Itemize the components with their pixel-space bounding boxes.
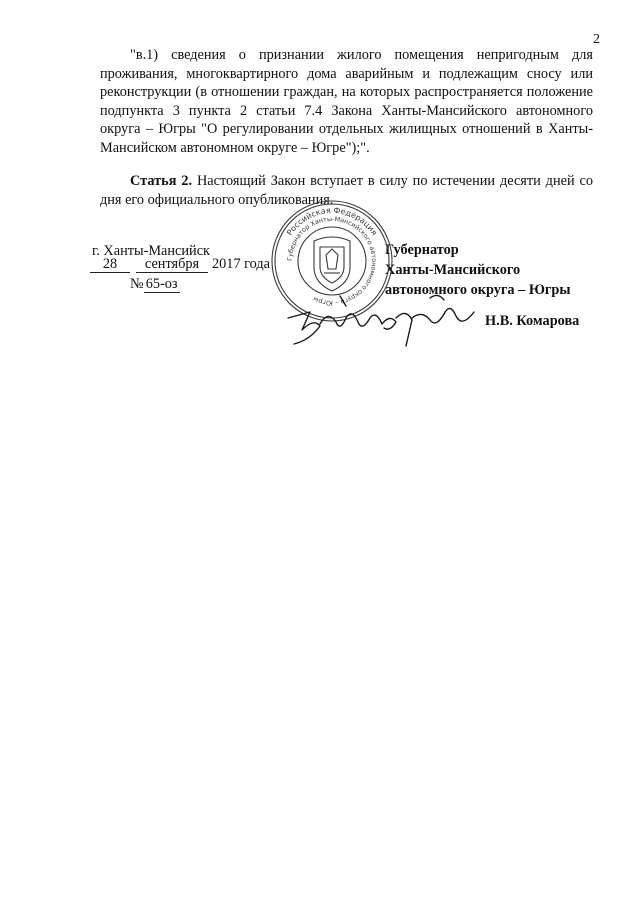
page-number: 2: [593, 32, 600, 47]
article-label: Статья 2.: [130, 173, 193, 189]
number-value: 65-оз: [144, 276, 180, 293]
date-day: 28: [90, 256, 130, 273]
governor-title-line: Губернатор: [385, 242, 459, 258]
amendment-paragraph: "в.1) сведения о признании жилого помещения непригодным для проживания, многоквартирного дома аварийным и подлежащим сносу или реконструкции (в отношении граждан, на которых распространяется положение подпункта 3 пункта 2 статьи 7.4 Закона Ханты-Мансийского автономного округа – Югры "О регулировании отдельных жилищных отношений в Ханты-Мансийском автономном округе – Югре");".: [100, 47, 593, 156]
handwritten-signature-icon: [280, 288, 480, 352]
seal-ring-text: Губернатор Ханты-Мансийского автономного округа – Югры: [285, 214, 379, 308]
governor-title-line: автономного округа – Югры: [385, 282, 571, 298]
signing-place: г. Ханты-Мансийск: [92, 243, 210, 259]
date-year: 2017 года: [212, 256, 271, 272]
date-month: сентября: [136, 256, 208, 273]
governor-title-line: Ханты-Мансийского: [385, 262, 521, 278]
law-number: [130, 276, 180, 293]
article-text: Настоящий Закон вступает в силу по истечении десяти дней со дня его официального опубликования.: [100, 173, 593, 208]
number-prefix: №: [130, 276, 144, 292]
governor-name: Н.В. Комарова: [485, 313, 580, 329]
signing-date: [90, 256, 270, 278]
seal-outer-text: Российская Федерация: [285, 205, 379, 238]
